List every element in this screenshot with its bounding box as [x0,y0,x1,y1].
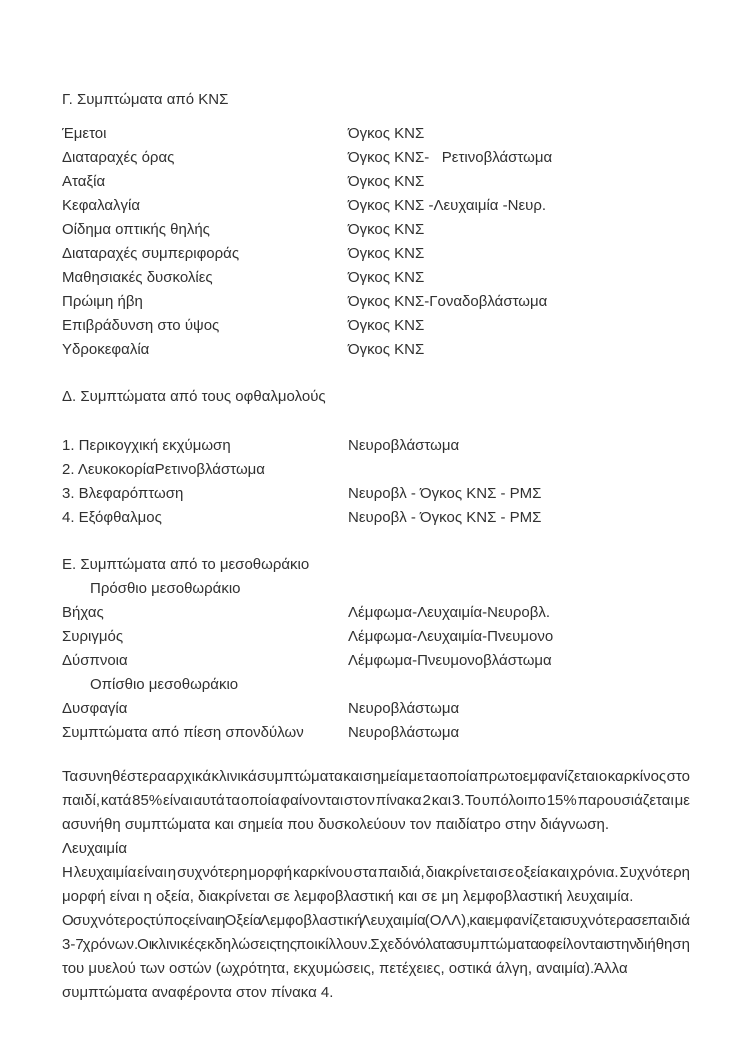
cause-cell: Όγκος ΚΝΣ [348,125,425,142]
section-heading-cns: Γ. Συμπτώματα από ΚΝΣ [62,91,229,108]
symptom-cell: Οπίσθιο μεσοθωράκιο [90,676,239,693]
symptom-cell: Συμπτώματα από πίεση σπονδύλων [62,724,304,741]
paragraph-line [62,933,690,957]
paragraph-line-text: Τα συνηθέστερα αρχικά κλινικά συμπτώματα και σημεία με τα οποία πρωτοεμφανίζεται ο καρκίνος στο [62,768,690,785]
paragraph-line [62,789,690,813]
paragraph-line-text: Ο συχνότερος τύπος είναι η Οξεία Λεμφοβλαστική Λευχαιμία (ΟΛΛ), και εμφανίζεται συχνότερα σε παιδιά [62,912,690,929]
table-row [62,122,750,146]
paragraph-line [62,765,690,789]
table-row [62,482,750,506]
table-row [62,673,750,697]
table-row [62,601,750,625]
paragraph-line-text: Λευχαιμία [62,840,128,857]
symptom-table-mediastinum [62,577,750,745]
symptom-cell: Βήχας [62,604,104,621]
table-row [62,697,750,721]
paragraph-line-text: παιδί, κατά 85% είναι αυτά τα οποία φαίνονται στον πίνακα 2 και 3. Το υπόλοιπο 15% παρουσιάζεται με [62,792,690,809]
cause-cell: Όγκος ΚΝΣ -Λευχαιμία -Νευρ. [348,197,547,214]
symptom-cell: Συριγμός [62,628,124,645]
paragraph-line-text: συμπτώματα αναφέροντα στον πίνακα 4. [62,984,334,1001]
symptom-cell: Αταξία [62,173,106,190]
table-row [62,721,750,745]
cause-cell: Όγκος ΚΝΣ- Ρετινοβλάστωμα [348,149,553,166]
table-row [62,338,750,362]
cause-cell: Νευροβλ - Όγκος ΚΝΣ - ΡΜΣ [348,485,542,502]
paragraph-line [62,885,690,909]
cause-cell [348,458,750,482]
symptom-cell: Δύσπνοια [62,652,128,669]
table-row [62,146,750,170]
paragraph-line-text: ασυνήθη συμπτώματα και σημεία που δυσκολεύουν τον παιδίατρο στην διάγνωση. [62,816,610,833]
table-row [62,170,750,194]
paragraph-line [62,909,690,933]
paragraph-line-text: μορφή είναι η οξεία, διακρίνεται σε λεμφοβλαστική και σε μη λεμφοβλαστική λευχαιμία. [62,888,634,905]
symptom-cell: Διαταραχές συμπεριφοράς [62,245,240,262]
symptom-table-cns [62,122,750,362]
symptom-cell: 1. Περικογχική εκχύμωση [62,437,231,454]
cause-cell: Νευροβλάστωμα [348,724,460,741]
cause-cell: Λέμφωμα-Λευχαιμία-Πνευμονο [348,628,554,645]
table-row [62,314,750,338]
cause-cell: Όγκος ΚΝΣ [348,245,425,262]
symptom-cell: Κεφαλαλγία [62,197,141,214]
table-row [62,266,750,290]
section-heading-eyes: Δ. Συμπτώματα από τους οφθαλμολούς [62,388,326,405]
symptom-cell: Έμετοι [62,125,107,142]
symptom-cell: Πρόσθιο μεσοθωράκιο [90,580,241,597]
body-text [62,765,750,1005]
table-row [62,625,750,649]
table-row [62,290,750,314]
cause-cell [348,577,750,601]
paragraph-line [62,981,690,1005]
cause-cell: Λέμφωμα-Λευχαιμία-Νευροβλ. [348,604,551,621]
cause-cell: Νευροβλ - Όγκος ΚΝΣ - ΡΜΣ [348,509,542,526]
paragraph-line [62,861,690,885]
table-row [62,218,750,242]
table-row [62,242,750,266]
symptom-cell: Επιβράδυνση στο ύψος [62,317,220,334]
table-row [62,649,750,673]
section-heading-mediastinum: Ε. Συμπτώματα από το μεσοθωράκιο [62,556,310,573]
symptom-cell: Διαταραχές όρας [62,149,175,166]
symptom-cell: 3. Βλεφαρόπτωση [62,485,184,502]
cause-cell: Όγκος ΚΝΣ [348,221,425,238]
table-row [62,577,750,601]
symptom-cell: Οίδημα οπτικής θηλής [62,221,210,238]
symptom-cell: Μαθησιακές δυσκολίες [62,269,213,286]
paragraph-line-text: Η λευχαιμία είναι η συχνότερη μορφή καρκίνου στα παιδιά, διακρίνεται σε οξεία και χρόνια. Συχνότερη [62,864,690,881]
symptom-table-eyes [62,434,750,530]
paragraph-line-text: 3-7 χρόνων. Οι κλινικές εκδηλώσεις της ποικίλλουν. Σχεδόν όλα τα συμπτώματα οφείλονται στην διήθηση [62,936,690,953]
symptom-cell: Πρώιμη ήβη [62,293,143,310]
table-row [62,458,750,482]
cause-cell: Όγκος ΚΝΣ [348,317,425,334]
cause-cell: Όγκος ΚΝΣ [348,341,425,358]
table-row [62,506,750,530]
table-row [62,194,750,218]
paragraph-line [62,837,690,861]
cause-cell [348,673,750,697]
cause-cell: Νευροβλάστωμα [348,700,460,717]
table-row [62,434,750,458]
paragraph-line [62,957,690,981]
paragraph-line-text: του μυελού των οστών (ωχρότητα, εκχυμώσεις, πετέχειες, οστικά άλγη, αναιμία).Άλλα [62,960,628,977]
paragraph-line [62,813,690,837]
cause-cell: Όγκος ΚΝΣ [348,173,425,190]
symptom-cell: Δυσφαγία [62,700,128,717]
cause-cell: Νευροβλάστωμα [348,437,460,454]
cause-cell: Λέμφωμα-Πνευμονοβλάστωμα [348,652,552,669]
cause-cell: Όγκος ΚΝΣ-Γοναδοβλάστωμα [348,293,548,310]
cause-cell: Όγκος ΚΝΣ [348,269,425,286]
symptom-cell: Υδροκεφαλία [62,341,150,358]
symptom-cell: 4. Εξόφθαλμος [62,509,162,526]
symptom-cell: 2. ΛευκοκορίαΡετινοβλάστωμα [62,461,265,478]
